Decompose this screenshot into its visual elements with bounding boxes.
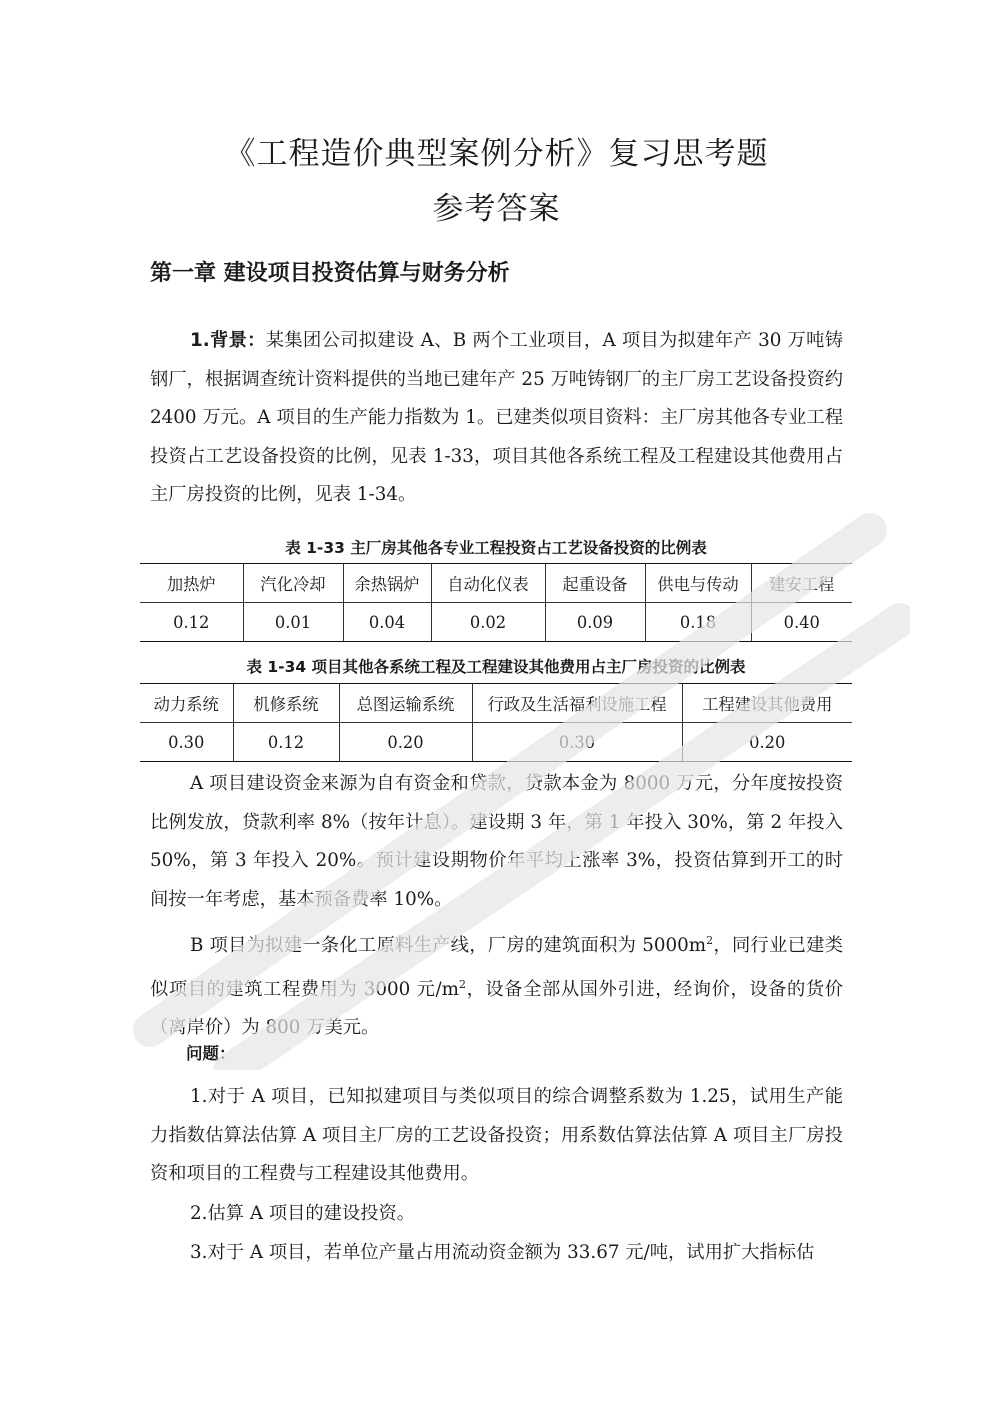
table-header-cell: 机修系统 (233, 684, 339, 723)
table-cell: 0.40 (751, 603, 852, 642)
project-b-text-2: ，同行业已建类似项目的建筑工程费用为 3000 元/m (150, 935, 843, 1000)
background-text: 某集团公司拟建设 A、B 两个工业项目，A 项目为拟建年产 30 万吨铸钢厂，根据调查统计资料提供的当地已建年产 25 万吨铸钢厂的主厂房工艺设备投资约 2400 万元。A 项目的生产能力指数为 1。已建类似项目资料：主厂房其他各专业工程投资占工艺设备投资的比例，见表 1-33，项目其他各系统工程及工程建设其他费用占主厂房投资的比例，见表 1-34。 (150, 330, 844, 506)
table-header-cell: 加热炉 (140, 564, 243, 603)
table-header-row (140, 564, 852, 603)
table1-caption: 表 1-33 主厂房其他各专业工程投资占工艺设备投资的比例表 (285, 539, 707, 557)
project-b-paragraph (150, 922, 843, 1048)
project-a-text: A 项目建设资金来源为自有资金和贷款，贷款本金为 8000 万元，分年度按投资比例发放，贷款利率 8%（按年计息）。建设期 3 年，第 1 年投入 30%，第 2 年投入 50%，第 3 年投入 20%。预计建设期物价年平均上涨率 3%，投资估算到开工的时间按一年考虑，基本预备费率 10%。 (150, 773, 843, 910)
table2-caption: 表 1-34 项目其他各系统工程及工程建设其他费用占主厂房投资的比例表 (246, 658, 746, 676)
project-a-paragraph (150, 765, 843, 919)
table-cell: 0.01 (243, 603, 343, 642)
chapter-heading: 第一章 建设项目投资估算与财务分析 (150, 261, 510, 286)
question-3-text: 3.对于 A 项目，若单位产量占用流动资金额为 33.67 元/吨，试用扩大指标估 (190, 1242, 815, 1263)
question-1 (150, 1078, 843, 1194)
background-paragraph (150, 322, 843, 515)
table-row (140, 603, 852, 642)
question-1-text: 1.对于 A 项目，已知拟建项目与类似项目的综合调整系数为 1.25，试用生产能力指数估算法估算 A 项目主厂房的工艺设备投资；用系数估算法估算 A 项目主厂房投资和项目的工程费与工程建设其他费用。 (150, 1086, 843, 1185)
table2 (140, 683, 852, 762)
table-header-cell: 工程建设其他费用 (682, 684, 852, 723)
table-cell: 0.12 (233, 723, 339, 762)
question-2-text: 2.估算 A 项目的建设投资。 (190, 1203, 416, 1224)
table-header-cell: 总图运输系统 (339, 684, 472, 723)
questions-label: 问题： (186, 1044, 236, 1063)
table-header-cell: 行政及生活福利设施工程 (472, 684, 682, 723)
table-row (140, 723, 852, 762)
table-cell: 0.12 (140, 603, 243, 642)
project-b-text-3: ，设备全部从国外引进，经询价，设备的货价（离岸价）为 800 万美元。 (150, 978, 844, 1039)
table-header-cell: 供电与传动 (645, 564, 751, 603)
question-2 (150, 1195, 843, 1234)
table-header-cell: 余热锅炉 (343, 564, 431, 603)
table-cell: 0.20 (682, 723, 852, 762)
superscript: 2 (706, 934, 714, 947)
background-label: 1.背景： (190, 330, 266, 351)
question-3 (150, 1234, 843, 1273)
table-header-cell: 自动化仪表 (431, 564, 545, 603)
document-subtitle: 参考答案 (432, 191, 561, 227)
table-header-cell: 建安工程 (751, 564, 852, 603)
table-header-cell: 起重设备 (545, 564, 645, 603)
table-cell: 0.09 (545, 603, 645, 642)
table-cell: 0.18 (645, 603, 751, 642)
document-title: 《工程造价典型案例分析》复习思考题 (224, 136, 769, 172)
superscript: 2 (459, 977, 466, 991)
table-cell: 0.30 (472, 723, 682, 762)
table-cell: 0.04 (343, 603, 431, 642)
table-cell: 0.30 (140, 723, 233, 762)
table-cell: 0.20 (339, 723, 472, 762)
table-header-row (140, 684, 852, 723)
table-header-cell: 汽化冷却 (243, 564, 343, 603)
table1 (140, 563, 852, 642)
table-cell: 0.02 (431, 603, 545, 642)
project-b-text-1: B 项目为拟建一条化工原料生产线，厂房的建筑面积为 5000m (190, 935, 707, 957)
table-header-cell: 动力系统 (140, 684, 233, 723)
